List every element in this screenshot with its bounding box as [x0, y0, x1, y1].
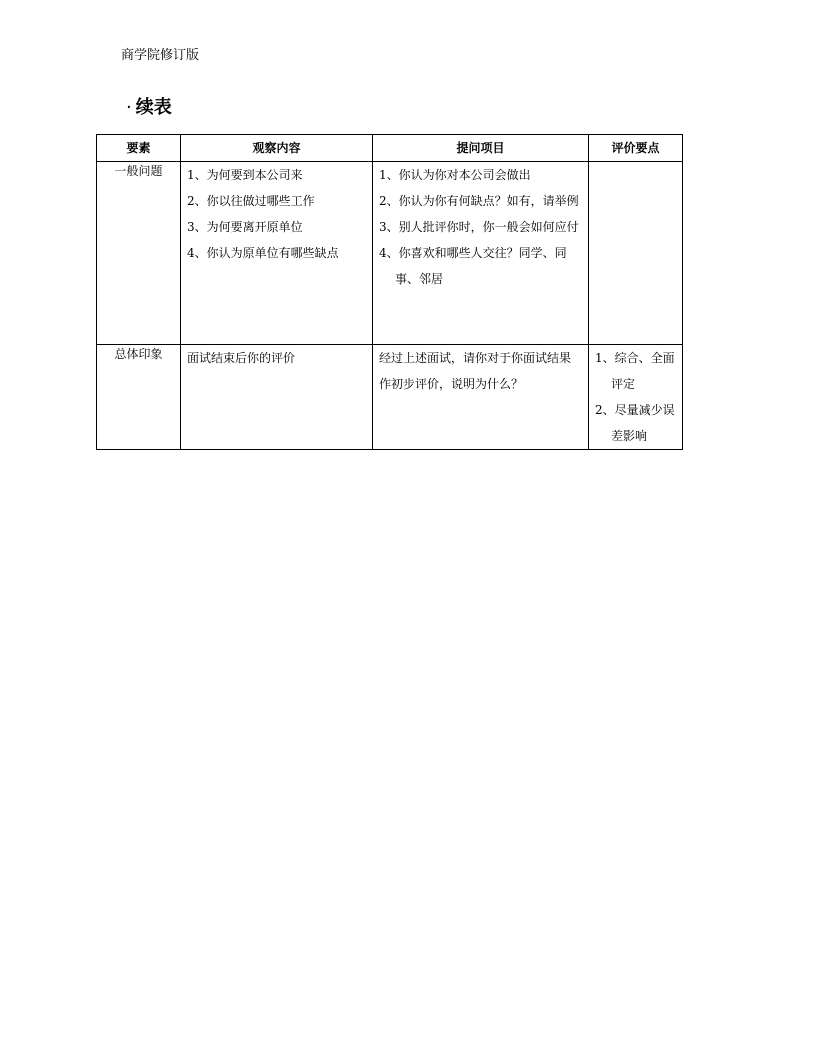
table-row — [97, 345, 683, 450]
list-item: 1、综合、全面评定 — [595, 351, 675, 391]
list-item: 4、你认为原单位有哪些缺点 — [187, 246, 339, 260]
list-item: 1、你认为你对本公司会做出 — [379, 168, 531, 182]
table-row — [97, 162, 683, 345]
list-item: 1、为何要到本公司来 — [187, 168, 303, 182]
evaluation-cell-empty — [589, 162, 683, 345]
header-evaluation: 评价要点 — [589, 135, 683, 162]
header-questions: 提问项目 — [373, 135, 589, 162]
header-observe: 观察内容 — [181, 135, 373, 162]
list-item: 3、为何要离开原单位 — [187, 220, 303, 234]
observe-cell — [181, 162, 373, 345]
header-element: 要素 — [97, 135, 181, 162]
row-element-general: 一般问题 — [97, 162, 181, 345]
list-item: 2、你以往做过哪些工作 — [187, 194, 315, 208]
list-item: 2、尽量减少误差影响 — [595, 403, 675, 443]
cell-text: 经过上述面试，请你对于你面试结果作初步评价，说明为什么？ — [379, 351, 572, 391]
list-item: 4、你喜欢和哪些人交往？同学、同事、邻居 — [379, 246, 567, 286]
title-bullet: · — [126, 97, 132, 118]
evaluation-cell — [589, 345, 683, 450]
section-title — [126, 96, 172, 120]
questions-cell — [373, 345, 589, 450]
questions-cell — [373, 162, 589, 345]
interview-table — [96, 134, 683, 450]
cell-text: 面试结束后你的评价 — [187, 351, 296, 365]
table-header-row — [97, 135, 683, 162]
section-title-text: 续表 — [135, 97, 172, 118]
observe-cell — [181, 345, 373, 450]
row-element-overall: 总体印象 — [97, 345, 181, 450]
document-header: 商学院修订版 — [121, 48, 200, 63]
list-item: 3、别人批评你时，你一般会如何应付 — [379, 220, 579, 234]
list-item: 2、你认为你有何缺点？如有，请举例 — [379, 194, 579, 208]
